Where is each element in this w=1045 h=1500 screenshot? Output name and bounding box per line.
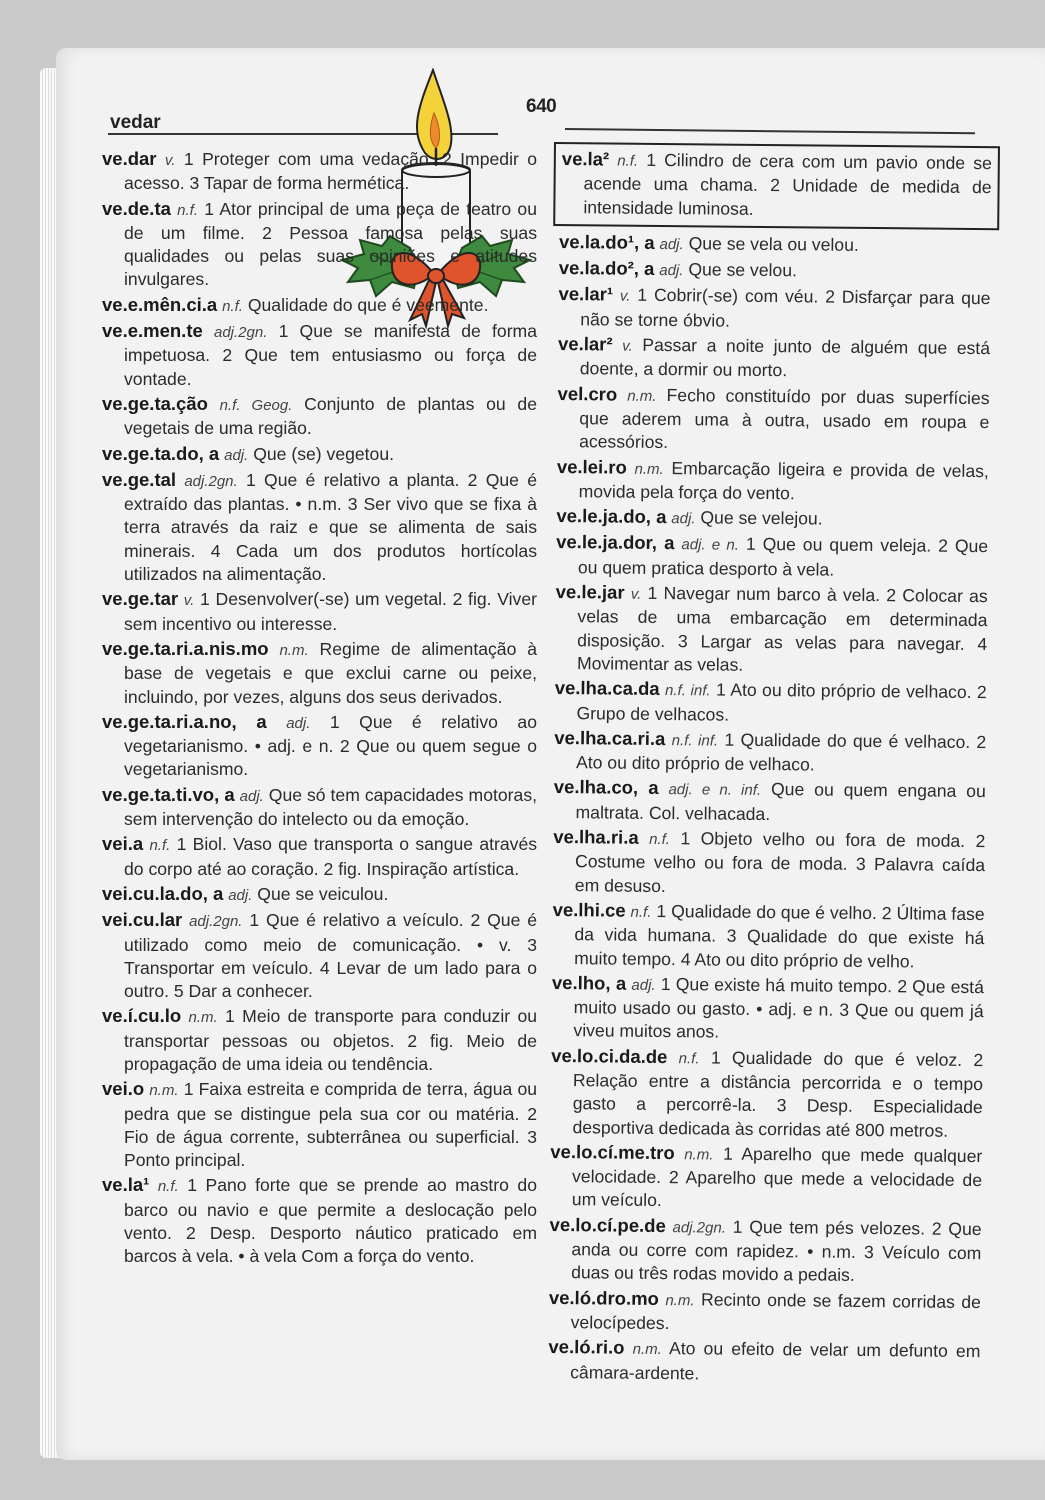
entry-grammar: adj. e n. (681, 536, 739, 555)
entry-headword: ve.la¹ (102, 1174, 150, 1196)
entry-grammar: adj.2gn. (213, 324, 268, 342)
entry (102, 908, 537, 1003)
entry-definition: Que se velejou. (700, 507, 823, 529)
entry-grammar: n.f. (649, 830, 671, 849)
entry-grammar: n.f. (149, 837, 171, 855)
entry-definition: Conjunto de plantas ou de vegetais de uma região. (124, 393, 538, 439)
entry (102, 587, 537, 636)
entry-grammar: n.m. (634, 460, 664, 478)
entry (557, 455, 989, 508)
entry-definition: 1 Navegar num barco à vela. 2 Colocar as velas de uma embarcação em determinada disposição. 3 Largar as velas para navegar. 4 Movimentar as velas. (576, 582, 988, 675)
entry-headword: ve.e.men.te (102, 320, 203, 342)
entry-definition: 1 Que é relativo a planta. 2 Que é extraído das plantas. • n.m. 3 Ser vivo que se fixa à terra através da raiz e que se alimenta de sais minerais. 4 Cada um dos produtos hortícolas utilizados na alimentação. (124, 469, 538, 585)
entry-grammar: adj. (631, 976, 656, 994)
entry (102, 1077, 537, 1172)
entry-grammar: n.m. (632, 1341, 662, 1359)
entry (556, 504, 988, 533)
entry (553, 775, 985, 828)
entry (102, 637, 537, 709)
entry-definition: 1 Que ou quem veleja. 2 Que ou quem pratica desporto à vela. (577, 534, 989, 580)
entry-grammar: n.f. (678, 1049, 700, 1068)
highlighted-entry-box (553, 142, 1000, 230)
entry (102, 882, 537, 907)
entry (553, 825, 986, 901)
running-headword: vedar (110, 112, 161, 133)
entry-headword: ve.lo.cí.pe.de (549, 1213, 666, 1236)
entry-definition: Que se velou. (688, 259, 798, 281)
entry-grammar: adj. (659, 262, 684, 280)
entry-grammar: v. (630, 585, 642, 603)
entry (556, 530, 988, 583)
entry (102, 197, 537, 292)
entry-headword: ve.e.mên.ci.a (102, 293, 218, 315)
entry-grammar: n.f. Geog. (219, 396, 293, 414)
entry-grammar: v. (622, 337, 633, 355)
entry-definition: 1 Proteger com uma vedação. 2 Impedir o acesso. 3 Tapar de forma hermética. (124, 149, 538, 194)
entry-definition: Que ou quem engana ou maltrata. Col. velhacada. (575, 779, 986, 824)
entry-headword: ve.le.ja.do, a (556, 505, 667, 528)
entry-definition: Ato ou efeito de velar um defunto em câmara-ardente. (570, 1338, 981, 1383)
entry-definition: Regime de alimentação à base de vegetais e que exclui carne ou peixe, incluindo, por vezes, alguns dos seus derivados. (124, 638, 538, 707)
entry-headword: ve.ge.tal (102, 468, 177, 490)
entry-grammar: n.f. (157, 1178, 179, 1196)
page-number: 640 (526, 96, 557, 117)
entry (102, 468, 537, 586)
entry-headword: ve.lo.ci.da.de (551, 1044, 668, 1067)
entry-headword: ve.lha.co, a (553, 776, 659, 799)
entry-definition: Passar a noite junto de alguém que está doente, a dormir ou morto. (579, 334, 991, 381)
entry-grammar: n.m. (627, 387, 657, 405)
entry-headword: vei.cu.lar (102, 909, 183, 931)
entry-headword: ve.lei.ro (556, 455, 627, 478)
entry-definition: 1 Que se manifesta de forma impetuosa. 2 Que tem entusiasmo ou força de vontade. (124, 321, 537, 389)
entry-headword: ve.lho, a (551, 971, 627, 994)
entry-definition: Qualidade do que é veemente. (247, 294, 489, 315)
entry-definition: 1 Que é relativo a veículo. 2 Que é utilizado como meio de comunicação. • v. 3 Transportar em veículo. 4 Levar de um lado para o outro. 5 Dar a conhecer. (124, 910, 538, 1002)
entry-definition: Que se vela ou velou. (688, 233, 859, 255)
entry-definition: 1 Que tem pés velozes. 2 Que anda ou corre com rapidez. • n.m. 3 Veículo com duas ou três rodas movido a pedais. (571, 1216, 982, 1286)
entry-grammar: n.f. inf. (664, 682, 711, 700)
entry-headword: ve.lo.cí.me.tro (550, 1140, 675, 1164)
entry-headword: ve.lha.ca.ri.a (554, 726, 666, 749)
entry-definition: Que só tem capacidades motoras, sem intervenção do intelecto ou da emoção. (124, 784, 537, 830)
entry-grammar: adj. (239, 787, 264, 805)
entry-headword: ve.lar¹ (558, 283, 614, 306)
entry (549, 1213, 982, 1289)
entry-headword: ve.lha.ri.a (553, 825, 639, 848)
entry-definition: Recinto onde se fazem corridas de velocípedes. (570, 1289, 981, 1334)
entry-definition: 1 Aparelho que mede qualquer velocidade. 2 Aparelho que mede a velocidade de um veículo. (571, 1143, 983, 1211)
entry-definition: 1 Qualidade do que é veloz. 2 Relação entre a distância percorrida e o tempo gasto a percorrê-la. 3 Desp. Especialidade desportiva dedicada às corridas até 800 metros. (572, 1047, 984, 1141)
entry (558, 282, 990, 335)
entry-headword: vel.cro (557, 382, 618, 405)
entry-headword: vei.a (102, 833, 144, 855)
entry-grammar: n.m. (149, 1082, 179, 1100)
entry-headword: ve.dar (102, 148, 157, 169)
entry-definition: 1 Biol. Vaso que transporta o sangue através do corpo até ao coração. 2 fig. Inspiração artística. (124, 834, 538, 879)
entry-headword: ve.ge.ta.ção (102, 392, 208, 414)
entry-grammar: n.f. inf. (671, 731, 719, 750)
left-column (102, 147, 537, 1270)
entry (102, 832, 537, 881)
entry-definition: 1 Ato ou dito próprio de velhaco. 2 Grupo de velhacos. (576, 679, 987, 725)
entry-grammar: adj.2gn. (184, 472, 238, 490)
entry (559, 256, 991, 285)
entry-definition: 1 Desenvolver(-se) um vegetal. 2 fig. Viver sem incentivo ou interesse. (124, 589, 537, 634)
entry (548, 1335, 980, 1388)
entry-definition: Fecho constituído por duas superfícies que aderem uma à outra, usado em roupa e acessórios. (579, 384, 990, 453)
entry (102, 147, 537, 196)
entry-grammar: n.f. (177, 201, 199, 219)
entry-headword: ve.la² (561, 148, 610, 170)
entry-definition: 1 Meio de transporte para conduzir ou transportar pessoas ou objetos. 2 fig. Meio de propagação de uma ideia ou tendência. (124, 1006, 538, 1074)
entry-definition: 1 Qualidade do que é velho. 2 Última fase da vida humana. 3 Qualidade do que existe há muito tempo. 4 Ato ou dito próprio de velho. (574, 900, 985, 971)
entry-grammar: adj. (228, 886, 253, 904)
entry-headword: ve.ge.tar (102, 588, 179, 610)
entry-headword: ve.ló.dro.mo (548, 1286, 660, 1309)
entry-definition: Que se veiculou. (257, 883, 389, 904)
entry (552, 898, 985, 974)
entry-grammar: n.m. (684, 1146, 714, 1164)
entry-definition: 1 Qualidade do que é velhaco. 2 Ato ou dito próprio de velhaco. (575, 729, 987, 775)
entry-grammar: v. (164, 152, 176, 169)
entry (557, 382, 990, 458)
entry (102, 319, 537, 391)
entry-definition: 1 Que é relativo ao vegetarianismo. • adj. e n. 2 Que ou quem segue o vegetarianismo. (124, 711, 537, 780)
entry-grammar: adj. (224, 446, 249, 464)
entry (549, 1286, 981, 1339)
entry-grammar: adj. (671, 510, 696, 528)
entry (102, 1004, 537, 1076)
entry (102, 1173, 537, 1268)
entry-definition: Que (se) vegetou. (253, 443, 395, 464)
entry-definition: 1 Pano forte que se prende ao mastro do barco ou navio e que permite a deslocação pelo vento. 2 Desp. Desporto náutico praticado em barcos à vela. • à vela Com a força do vento. (124, 1175, 538, 1267)
entry (102, 392, 537, 441)
entry (561, 147, 992, 223)
entry-headword: ve.ge.ta.ri.a.no, a (102, 710, 267, 732)
entry-grammar: adj. (286, 714, 311, 732)
entry-definition: 1 Objeto velho ou fora de moda. 2 Costume velho ou fora de moda. 3 Palavra caída em desuso. (574, 828, 986, 896)
entry-definition: Embarcação ligeira e provida de velas, movida pela força do vento. (578, 457, 989, 504)
entry-headword: ve.ló.ri.o (548, 1336, 625, 1358)
entry-headword: ve.la.do¹, a (558, 230, 655, 253)
entry (102, 783, 537, 832)
entry-definition: 1 Cobrir(-se) com véu. 2 Disfarçar para que não se torne óbvio. (580, 285, 991, 331)
entry (102, 710, 537, 782)
entry-headword: vei.cu.la.do, a (102, 882, 224, 904)
entry-headword: ve.lha.ca.da (554, 677, 660, 700)
entry-headword: vei.o (102, 1078, 145, 1100)
entry-headword: ve.í.cu.lo (102, 1005, 182, 1027)
entry-grammar: n.f. (630, 903, 652, 921)
entry-grammar: adj. (659, 235, 684, 254)
entry-definition: 1 Faixa estreita e comprida de terra, água ou pedra que se distingue pela sua cor ou matéria. 2 Fio de água corrente, subterrânea ou superficial. 3 Ponto principal. (124, 1079, 538, 1171)
entry-headword: ve.ge.ta.do, a (102, 442, 220, 464)
entry-grammar: n.f. (617, 152, 639, 170)
entry-grammar: n.m. (188, 1009, 218, 1027)
entry-grammar: v. (183, 592, 195, 610)
entry-grammar: adj.2gn. (189, 913, 243, 931)
entry-grammar: adj. e n. inf. (668, 781, 762, 800)
entry (554, 676, 986, 729)
entry-headword: ve.ge.ta.ti.vo, a (102, 783, 235, 805)
entry-headword: ve.ge.ta.ri.a.nis.mo (102, 637, 269, 659)
entry-grammar: n.f. (222, 297, 243, 315)
entry-grammar: v. (619, 288, 631, 306)
entry-definition: 1 Que existe há muito tempo. 2 Que está muito usado ou gasto. • adj. e n. 3 Que ou quem já viveu muitos anos. (573, 973, 985, 1042)
entry-definition: 1 Cilindro de cera com um pavio onde se acende uma chama. 2 Unidade de medida de intensidade luminosa. (583, 149, 992, 219)
entry (102, 442, 537, 467)
entry (555, 580, 988, 679)
right-column (548, 142, 992, 1389)
entry-headword: ve.lar² (557, 333, 613, 355)
entry-headword: ve.le.ja.dor, a (556, 531, 675, 554)
entry-headword: ve.le.jar (555, 581, 625, 603)
entry (551, 971, 984, 1047)
entry (554, 726, 986, 779)
entry-grammar: n.m. (279, 641, 309, 659)
entry-grammar: n.m. (665, 1291, 695, 1310)
entry-definition: 1 Ator principal de uma peça de teatro ou de um filme. 2 Pessoa famosa pelas suas qualidades ou pelas suas opiniões e atitudes invulgares. (124, 198, 538, 290)
entry (558, 332, 990, 385)
entry-grammar: adj.2gn. (672, 1218, 727, 1237)
entry-headword: ve.de.ta (102, 197, 171, 219)
entry (559, 230, 991, 259)
entry-headword: ve.lhi.ce (552, 898, 626, 921)
entry (102, 293, 537, 318)
entry (550, 1140, 983, 1216)
entry (550, 1044, 983, 1143)
entry-headword: ve.la.do², a (558, 257, 655, 280)
